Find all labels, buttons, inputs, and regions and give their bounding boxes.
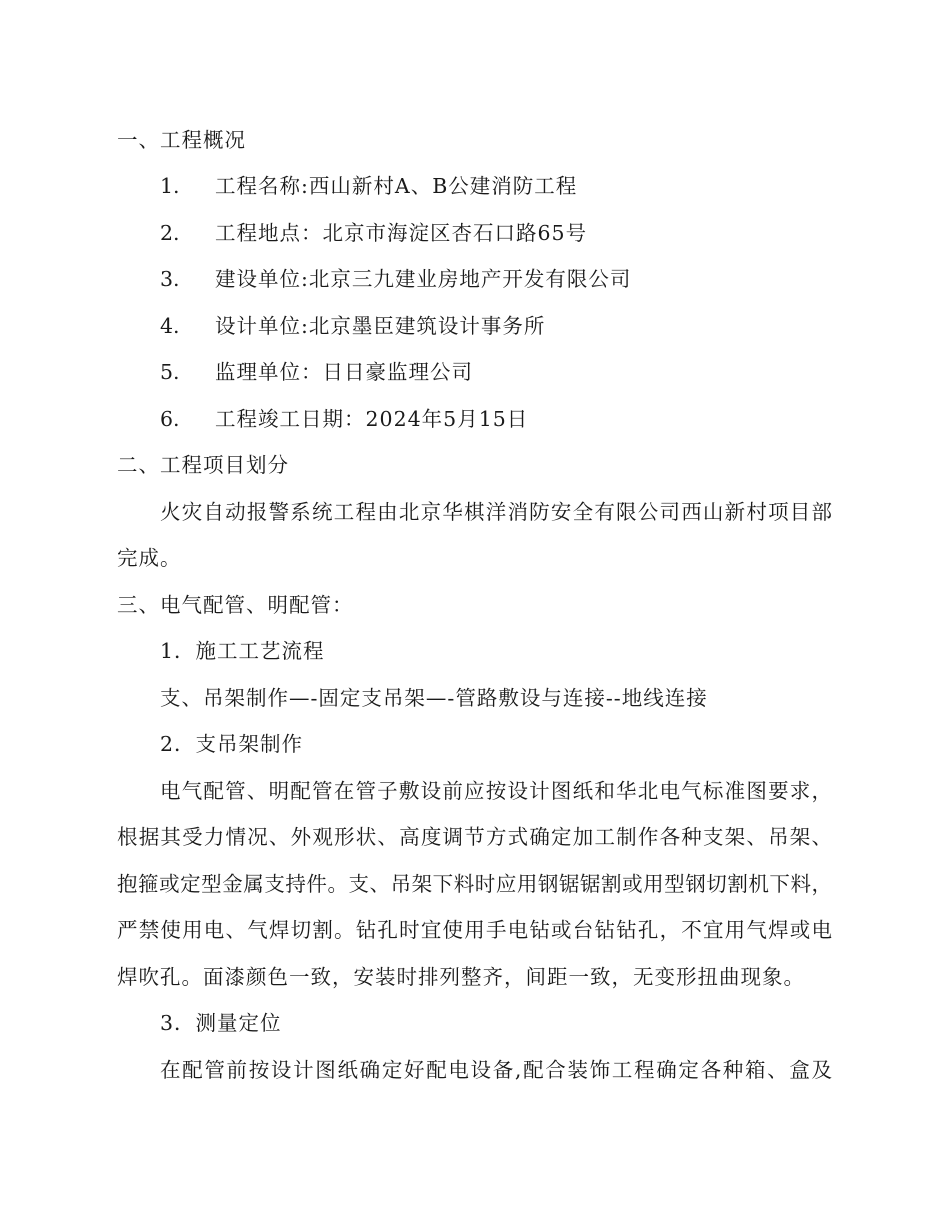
list-item-project-location: 工程地点：北京市海淀区杏石口路65号 — [215, 221, 588, 245]
paragraph-line: 根据其受力情况、外观形状、高度调节方式确定加工制作各种支架、吊架、 — [117, 825, 832, 849]
list-item-owner: 建设单位:北京三九建业房地产开发有限公司 — [215, 267, 632, 291]
subsection-title-process: 1．施工工艺流程 — [160, 639, 325, 663]
subsection-title-survey: 3．测量定位 — [160, 1011, 282, 1035]
paragraph-line: 抱箍或定型金属支持件。支、吊架下料时应用钢锯锯割或用型钢切割机下料， — [117, 872, 832, 896]
paragraph-line: 火灾自动报警系统工程由北京华棋洋消防安全有限公司西山新村项目部 — [160, 500, 832, 524]
list-item-completion-date: 工程竣工日期：2024年5月15日 — [215, 407, 529, 431]
paragraph-line: 在配管前按设计图纸确定好配电设备,配合装饰工程确定各种箱、盒及 — [160, 1058, 832, 1082]
list-item-number: 5. — [160, 360, 180, 384]
list-item-project-name: 工程名称:西山新村A、B公建消防工程 — [215, 174, 578, 198]
section-heading-conduit: 三、电气配管、明配管： — [117, 593, 354, 617]
list-item-number: 6. — [160, 407, 180, 431]
section-heading-division: 二、工程项目划分 — [117, 453, 289, 477]
list-item-supervisor: 监理单位：日日豪监理公司 — [215, 360, 473, 384]
list-item-number: 1. — [160, 174, 180, 198]
paragraph-line: 焊吹孔。面漆颜色一致，安装时排列整齐，间距一致，无变形扭曲现象。 — [117, 965, 805, 989]
list-item-number: 3. — [160, 267, 180, 291]
paragraph-line: 电气配管、明配管在管子敷设前应按设计图纸和华北电气标准图要求， — [160, 779, 832, 803]
paragraph-line: 严禁使用电、气焊切割。钻孔时宜使用手电钻或台钻钻孔，不宜用气焊或电 — [117, 918, 832, 942]
list-item-number: 4. — [160, 314, 180, 338]
process-flow-text: 支、吊架制作—-固定支吊架—-管路敷设与连接--地线连接 — [160, 686, 708, 710]
section-heading-overview: 一、工程概况 — [117, 128, 246, 152]
list-item-designer: 设计单位:北京墨臣建筑设计事务所 — [215, 314, 546, 338]
subsection-title-bracket: 2．支吊架制作 — [160, 732, 304, 756]
paragraph-line: 完成。 — [117, 546, 182, 570]
list-item-number: 2. — [160, 221, 180, 245]
